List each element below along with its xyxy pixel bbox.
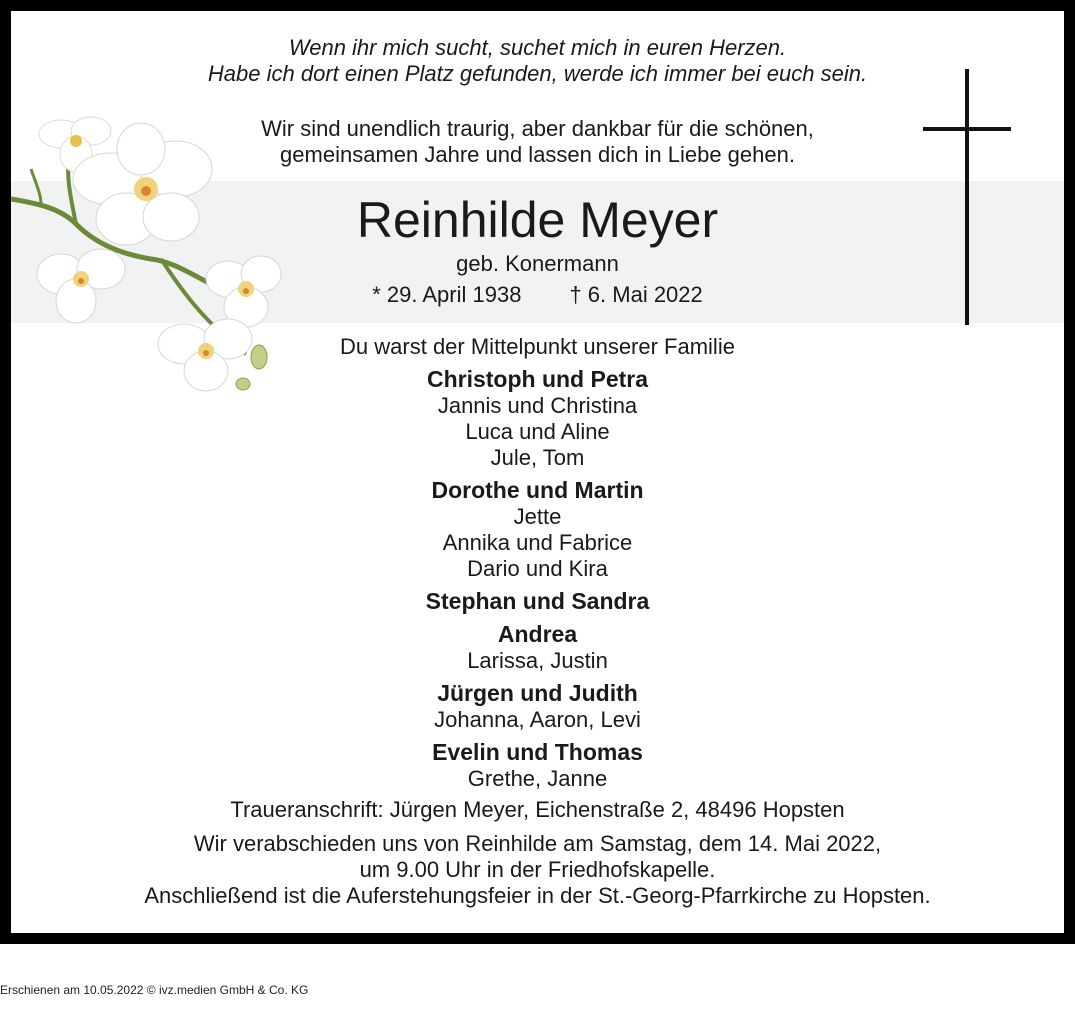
life-dates bbox=[11, 282, 1064, 308]
family-group-head: Evelin und Thomas bbox=[432, 739, 643, 765]
notice-body bbox=[11, 11, 1064, 933]
motto-quote bbox=[11, 35, 1064, 87]
mourning-address: Traueranschrift: Jürgen Meyer, Eichenstraße 2, 48496 Hopsten bbox=[230, 797, 845, 822]
funeral-line: um 9.00 Uhr in der Friedhofskapelle. bbox=[359, 857, 716, 882]
motto-line: Habe ich dort einen Platz gefunden, werde ich immer bei euch sein. bbox=[207, 61, 868, 86]
family-member: Larissa, Justin bbox=[467, 648, 608, 673]
publication-footer: Erschienen am 10.05.2022 © ivz.medien GmbH & Co. KG bbox=[0, 983, 309, 997]
cross-icon bbox=[911, 69, 1011, 325]
funeral-line: Anschließend ist die Auferstehungsfeier in der St.-Georg-Pfarrkirche zu Hopsten. bbox=[144, 883, 931, 908]
family-member: Jule, Tom bbox=[490, 445, 585, 470]
birth-date: * 29. April 1938 bbox=[372, 282, 522, 307]
family-member: Jannis und Christina bbox=[437, 393, 638, 418]
death-date: † 6. Mai 2022 bbox=[569, 282, 703, 307]
family-list bbox=[11, 334, 1064, 792]
family-member: Jette bbox=[513, 504, 562, 529]
born-name: geb. Konermann bbox=[456, 251, 619, 276]
motto-line: Wir sind unendlich traurig, aber dankbar für die schönen, bbox=[261, 116, 814, 141]
family-group-head: Stephan und Sandra bbox=[425, 588, 650, 614]
motto-text bbox=[11, 116, 1064, 168]
family-group-head: Christoph und Petra bbox=[426, 366, 649, 392]
deceased-name: Reinhilde Meyer bbox=[356, 192, 719, 248]
family-intro: Du warst der Mittelpunkt unserer Familie bbox=[340, 334, 735, 359]
family-member: Dario und Kira bbox=[467, 556, 608, 581]
family-member: Annika und Fabrice bbox=[442, 530, 633, 555]
motto-line: gemeinsamen Jahre und lassen dich in Liebe gehen. bbox=[280, 142, 795, 167]
funeral-info bbox=[11, 831, 1064, 909]
motto-line: Wenn ihr mich sucht, suchet mich in euren Herzen. bbox=[288, 35, 787, 60]
family-group-head: Dorothe und Martin bbox=[431, 477, 644, 503]
family-member: Luca und Aline bbox=[465, 419, 610, 444]
family-member: Grethe, Janne bbox=[467, 766, 608, 791]
family-group-head: Jürgen und Judith bbox=[437, 680, 638, 706]
funeral-line: Wir verabschieden uns von Reinhilde am Samstag, dem 14. Mai 2022, bbox=[193, 831, 882, 856]
family-member: Johanna, Aaron, Levi bbox=[434, 707, 641, 732]
family-group-head: Andrea bbox=[497, 621, 578, 647]
